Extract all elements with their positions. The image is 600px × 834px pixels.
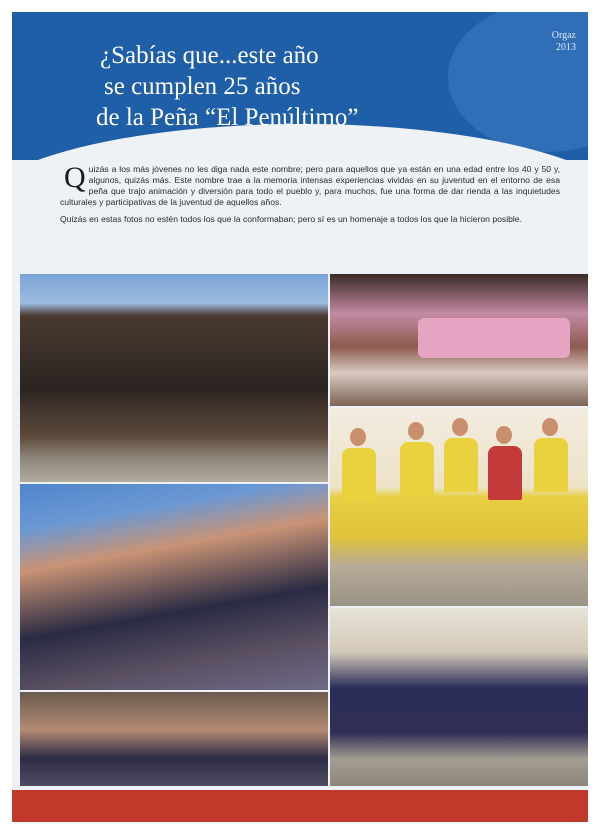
photo-figure-shirt bbox=[400, 442, 434, 496]
intro-paragraph-1 bbox=[60, 161, 560, 208]
photo-figure-shirt bbox=[488, 446, 522, 500]
intro-paragraph-2: Quizás en estas fotos no estén todos los que la conformaban; pero sí es un homenaje a todos los que la hicieron posible. bbox=[60, 214, 522, 224]
photo-figure-head bbox=[350, 428, 366, 446]
photo-bus-banner-shape bbox=[418, 318, 570, 358]
issue-label bbox=[552, 30, 576, 54]
photo-smiling-friends bbox=[20, 484, 328, 690]
photo-bus-group bbox=[330, 274, 588, 406]
intro-paragraph-1-text: uizás a los más jóvenes no les diga nada este nombre; pero para aquellos que ya están en una edad entre los 40 y 50 y, algunos, quizás más. Este nombre trae a la memoria intensas experiencias vividas en su juventud en el entorno de esa peña que trajo animación y diversión para todo el pueblo y, para muchos, fue una forma de dar rienda a las inquietudes culturales y participativas de la juventud de aquellos años. bbox=[60, 164, 560, 207]
photo-figure-head bbox=[542, 418, 558, 436]
photo-trophy-group bbox=[20, 692, 328, 786]
photo-figure-head bbox=[408, 422, 424, 440]
page-title bbox=[96, 40, 359, 133]
issue-town: Orgaz bbox=[551, 30, 576, 41]
photo-crowd-bleachers bbox=[20, 274, 328, 482]
drop-cap: Q bbox=[64, 161, 86, 194]
issue-year: 2013 bbox=[556, 42, 576, 53]
header-band bbox=[12, 12, 588, 160]
title-line-2: se cumplen 25 años bbox=[104, 73, 301, 100]
photo-figure-shirt bbox=[444, 438, 478, 492]
photo-figure-head bbox=[496, 426, 512, 444]
footer-band bbox=[12, 790, 588, 822]
title-line-1: ¿Sabías que...este año bbox=[100, 42, 319, 69]
title-line-3: de la Peña “El Penúltimo” bbox=[96, 104, 359, 131]
intro-text bbox=[60, 161, 560, 231]
photo-figure-shirt bbox=[534, 438, 568, 492]
photo-figure-shirt bbox=[342, 448, 376, 502]
magazine-page bbox=[12, 12, 588, 822]
photo-group-street bbox=[330, 608, 588, 786]
photo-figure-head bbox=[452, 418, 468, 436]
photo-yellow-shirts bbox=[330, 408, 588, 606]
